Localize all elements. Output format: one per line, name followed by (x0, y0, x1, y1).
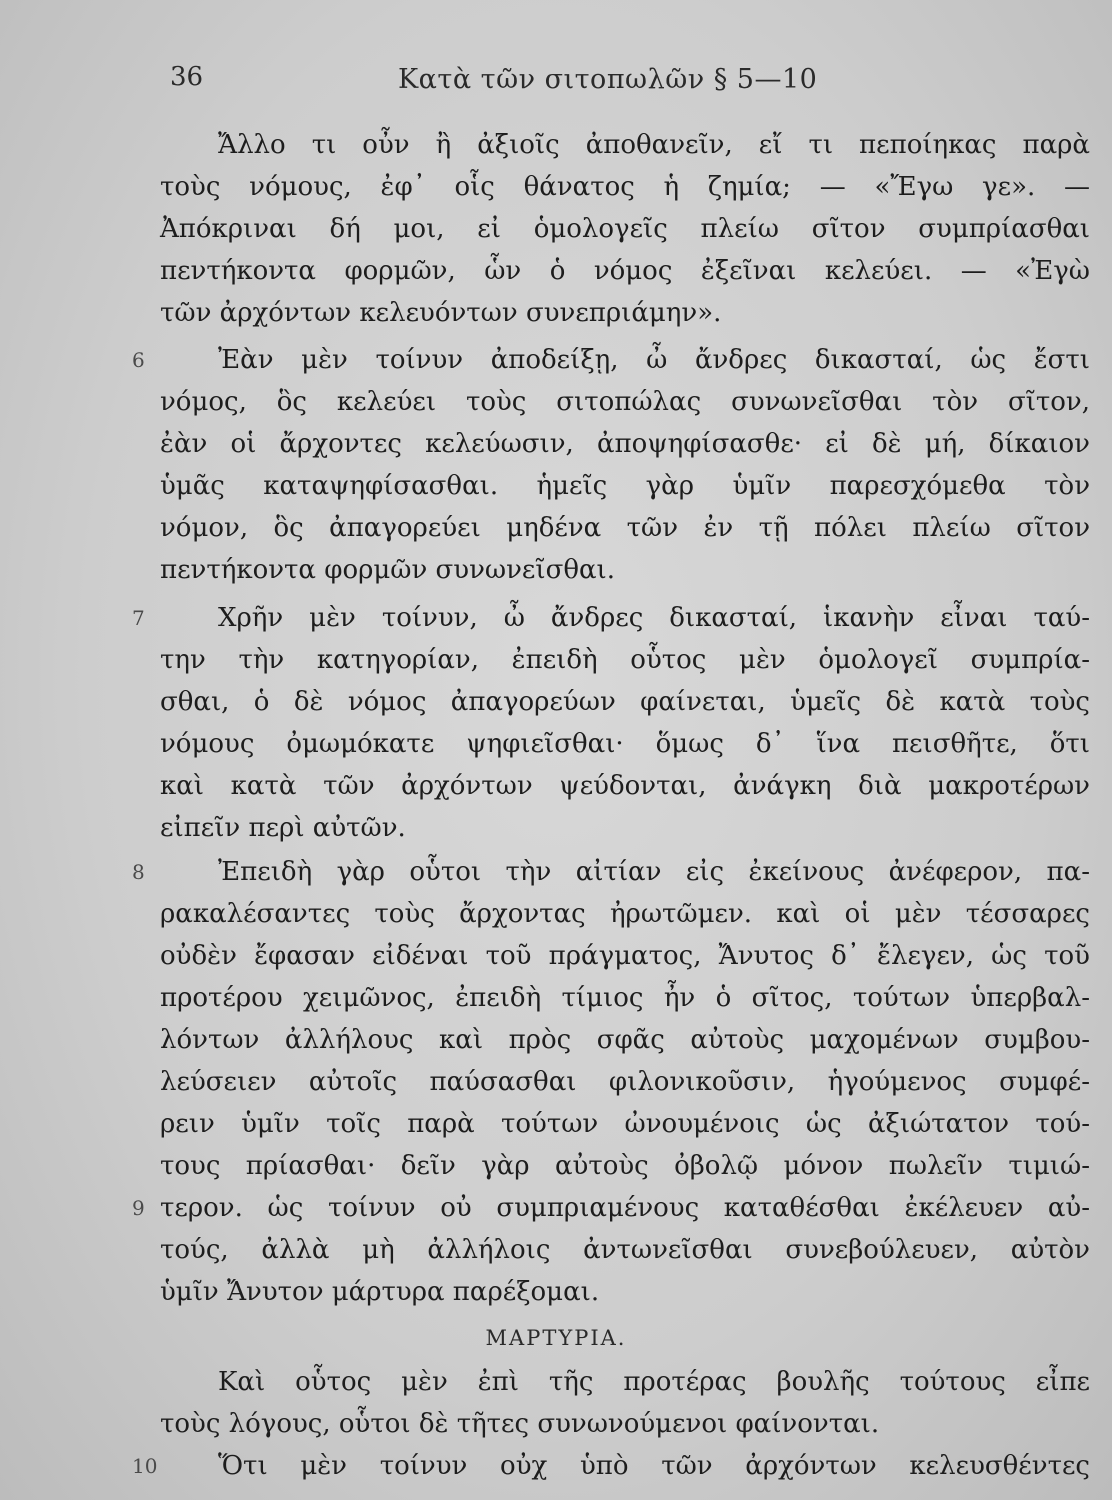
text-line: Ἐπειδὴ γὰρ οὗτοι τὴν αἰτίαν εἰς ἐκείνους ἀνέφερον, πα- (218, 857, 1090, 887)
text-line: τους πρίασθαι· δεῖν γὰρ αὐτοὺς ὀβολῷ μόνον πωλεῖν τιμιώ- (160, 1151, 1090, 1181)
text-line: την τὴν κατηγορίαν, ἐπειδὴ οὗτος μὲν ὁμολογεῖ συμπρία- (160, 645, 1090, 675)
testimony-heading: ΜΑΡΤΥΡΙΑ. (485, 1326, 627, 1350)
text-line: Ἐὰν μὲν τοίνυν ἀποδείξῃ, ὦ ἄνδρες δικασταί, ὡς ἔστι (218, 345, 1090, 375)
text-line: νόμος, ὃς κελεύει τοὺς σιτοπώλας συνωνεῖσθαι τὸν σῖτον, (160, 387, 1090, 417)
text-line: ὑμᾶς καταψηφίσασθαι. ἡμεῖς γὰρ ὑμῖν παρεσχόμεθα τὸν (160, 471, 1090, 501)
section-number: 9 (132, 1196, 145, 1220)
text-line: εἰπεῖν περὶ αὐτῶν. (160, 813, 406, 843)
text-line: σθαι, ὁ δὲ νόμος ἀπαγορεύων φαίνεται, ὑμεῖς δὲ κατὰ τοὺς (160, 687, 1090, 717)
text-line: τούς, ἀλλὰ μὴ ἀλλήλοις ἀντωνεῖσθαι συνεβούλευεν, αὐτὸν (160, 1235, 1090, 1265)
text-line: τοὺς λόγους, οὗτοι δὲ τῆτες συνωνούμενοι φαίνονται. (160, 1409, 880, 1439)
section-number: 8 (132, 860, 145, 884)
text-line: προτέρου χειμῶνος, ἐπειδὴ τίμιος ἦν ὁ σῖτος, τούτων ὑπερβαλ- (160, 983, 1090, 1013)
text-line: ἐὰν οἱ ἄρχοντες κελεύωσιν, ἀποψηφίσασθε· εἰ δὲ μή, δίκαιον (160, 429, 1090, 459)
text-line: τοὺς νόμους, ἐφ᾽ οἷς θάνατος ἡ ζημία; — «Ἔγω γε». — (160, 172, 1090, 202)
section-number: 7 (132, 606, 145, 630)
text-line: ρειν ὑμῖν τοῖς παρὰ τούτων ὠνουμένοις ὡς ἀξιώτατον τού- (160, 1109, 1090, 1139)
text-line: λόντων ἀλλήλους καὶ πρὸς σφᾶς αὐτοὺς μαχομένων συμβου- (160, 1025, 1090, 1055)
text-line: ρακαλέσαντες τοὺς ἄρχοντας ἠρωτῶμεν. καὶ οἱ μὲν τέσσαρες (160, 899, 1090, 929)
text-line: Ὅτι μὲν τοίνυν οὐχ ὑπὸ τῶν ἀρχόντων κελευσθέντες (218, 1451, 1090, 1481)
text-line: πεντήκοντα φορμῶν συνωνεῖσθαι. (160, 555, 615, 585)
text-line: νόμον, ὃς ἀπαγορεύει μηδένα τῶν ἐν τῇ πόλει πλείω σῖτον (160, 513, 1090, 543)
text-line: τερον. ὡς τοίνυν οὐ συμπριαμένους καταθέσθαι ἐκέλευεν αὐ- (160, 1193, 1090, 1223)
text-line: Ἄλλο τι οὖν ἢ ἀξιοῖς ἀποθανεῖν, εἴ τι πεποίηκας παρὰ (218, 130, 1090, 160)
section-number: 10 (132, 1454, 158, 1478)
text-line: Ἀπόκριναι δή μοι, εἰ ὁμολογεῖς πλείω σῖτον συμπρίασθαι (160, 214, 1090, 244)
running-head: Κατὰ τῶν σιτοπωλῶν § 5—10 (398, 64, 818, 95)
text-line: πεντήκοντα φορμῶν, ὧν ὁ νόμος ἐξεῖναι κελεύει. — «Ἐγὼ (160, 256, 1090, 286)
text-line: οὐδὲν ἔφασαν εἰδέναι τοῦ πράγματος, Ἄνυτος δ᾽ ἔλεγεν, ὡς τοῦ (160, 941, 1090, 971)
text-line: Καὶ οὗτος μὲν ἐπὶ τῆς προτέρας βουλῆς τούτους εἶπε (218, 1367, 1090, 1397)
section-number: 6 (132, 348, 145, 372)
text-line: λεύσειεν αὐτοῖς παύσασθαι φιλονικοῦσιν, ἡγούμενος συμφέ- (160, 1067, 1090, 1097)
text-line: Χρῆν μὲν τοίνυν, ὦ ἄνδρες δικασταί, ἱκανὴν εἶναι ταύ- (218, 603, 1090, 633)
text-line: καὶ κατὰ τῶν ἀρχόντων ψεύδονται, ἀνάγκη διὰ μακροτέρων (160, 771, 1090, 801)
page-number: 36 (170, 62, 204, 92)
text-line: ὑμῖν Ἄνυτον μάρτυρα παρέξομαι. (160, 1277, 600, 1307)
text-line: τῶν ἀρχόντων κελευόντων συνεπριάμην». (160, 298, 722, 328)
text-line: νόμους ὀμωμόκατε ψηφιεῖσθαι· ὅμως δ᾽ ἵνα πεισθῆτε, ὅτι (160, 729, 1090, 759)
